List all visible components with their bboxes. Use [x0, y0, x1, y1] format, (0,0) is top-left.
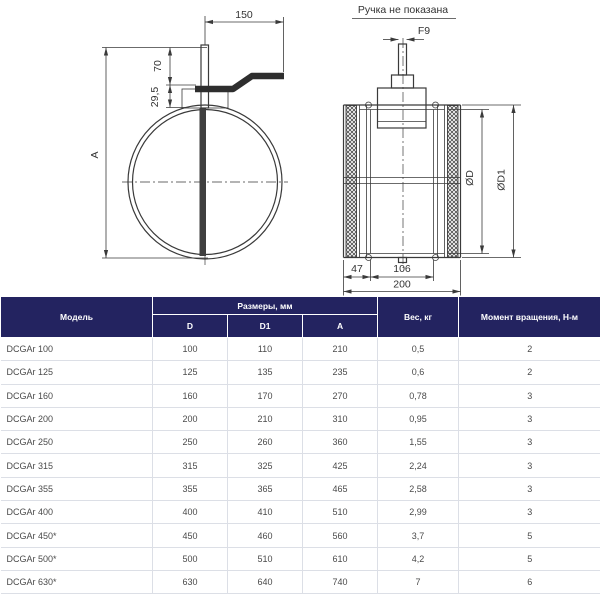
a-cell: 310: [303, 407, 378, 430]
d1-cell: 410: [228, 501, 303, 524]
weight-cell: 7: [378, 570, 459, 593]
dim-200-label: 200: [393, 278, 411, 291]
d-cell: 100: [153, 338, 228, 361]
d1-cell: 325: [228, 454, 303, 477]
col-header-a: A: [303, 315, 378, 338]
d1-cell: 260: [228, 431, 303, 454]
a-cell: 270: [303, 384, 378, 407]
d-cell: 250: [153, 431, 228, 454]
d1-cell: 460: [228, 524, 303, 547]
d1-cell: 640: [228, 570, 303, 593]
table-row: [1, 361, 600, 384]
torque-cell: 2: [459, 361, 600, 384]
table-row: [1, 524, 600, 547]
rubber-seal-right: [448, 106, 459, 258]
a-cell: 510: [303, 501, 378, 524]
torque-cell: 3: [459, 431, 600, 454]
weight-cell: 2,99: [378, 501, 459, 524]
dim-29-5-label: 29,5: [149, 86, 161, 108]
a-cell: 610: [303, 547, 378, 570]
model-cell: DCGAr 100: [1, 338, 153, 361]
table-row: [1, 454, 600, 477]
weight-cell: 0,95: [378, 407, 459, 430]
torque-cell: 2: [459, 338, 600, 361]
torque-cell: 3: [459, 501, 600, 524]
technical-drawing-area: [0, 0, 600, 296]
torque-cell: 3: [459, 477, 600, 500]
torque-cell: 3: [459, 454, 600, 477]
model-cell: DCGAr 400: [1, 501, 153, 524]
torque-cell: 6: [459, 570, 600, 593]
d1-cell: 170: [228, 384, 303, 407]
actuator-housing: [378, 88, 427, 128]
model-cell: DCGAr 355: [1, 477, 153, 500]
dim-d1-label: ØD1: [495, 169, 508, 191]
handle-note-label: Ручка не показана: [357, 4, 449, 16]
d-cell: 315: [153, 454, 228, 477]
front-view: [89, 9, 288, 268]
weight-cell: 0,78: [378, 384, 459, 407]
weight-cell: 3,7: [378, 524, 459, 547]
torque-cell: 5: [459, 547, 600, 570]
a-cell: 360: [303, 431, 378, 454]
header-row-1: [1, 297, 600, 315]
dim-d-label: ØD: [464, 170, 476, 186]
d-cell: 125: [153, 361, 228, 384]
col-header-d1: D1: [228, 315, 303, 338]
blade-shaft: [201, 45, 209, 108]
table-row: [1, 407, 600, 430]
dim-70-label: 70: [152, 60, 164, 72]
a-cell: 740: [303, 570, 378, 593]
dim-47-label: 47: [351, 263, 363, 275]
bottom-bearing: [399, 258, 407, 263]
d1-cell: 510: [228, 547, 303, 570]
d1-cell: 135: [228, 361, 303, 384]
d1-cell: 365: [228, 477, 303, 500]
weight-cell: 0,6: [378, 361, 459, 384]
a-cell: 425: [303, 454, 378, 477]
model-cell: DCGAr 315: [1, 454, 153, 477]
table-row: [1, 384, 600, 407]
table-row: [1, 431, 600, 454]
col-header-torque: Момент вращения, Н-м: [459, 297, 600, 338]
d-cell: 400: [153, 501, 228, 524]
dim-a-label: A: [89, 151, 101, 159]
model-cell: DCGAr 250: [1, 431, 153, 454]
d-cell: 500: [153, 547, 228, 570]
d-cell: 355: [153, 477, 228, 500]
model-cell: DCGAr 160: [1, 384, 153, 407]
weight-cell: 0,5: [378, 338, 459, 361]
weight-cell: 4,2: [378, 547, 459, 570]
table-row: [1, 570, 600, 593]
torque-cell: 3: [459, 407, 600, 430]
dim-f9-label: F9: [417, 25, 431, 37]
damper-technical-drawing: [0, 0, 600, 296]
dim-150-label: 150: [235, 9, 253, 21]
torque-cell: 5: [459, 524, 600, 547]
d-cell: 630: [153, 570, 228, 593]
damper-blade: [200, 108, 207, 256]
col-header-dimensions: Размеры, мм: [153, 297, 378, 315]
a-cell: 465: [303, 477, 378, 500]
table-row: [1, 477, 600, 500]
table-row: [1, 338, 600, 361]
rubber-seal-left: [346, 106, 357, 258]
a-cell: 235: [303, 361, 378, 384]
side-view: [344, 4, 522, 296]
weight-cell: 1,55: [378, 431, 459, 454]
model-cell: DCGAr 125: [1, 361, 153, 384]
a-cell: 210: [303, 338, 378, 361]
weight-cell: 2,24: [378, 454, 459, 477]
model-cell: DCGAr 500*: [1, 547, 153, 570]
model-cell: DCGAr 630*: [1, 570, 153, 593]
model-cell: DCGAr 450*: [1, 524, 153, 547]
a-cell: 560: [303, 524, 378, 547]
d1-cell: 110: [228, 338, 303, 361]
d-cell: 450: [153, 524, 228, 547]
d-cell: 200: [153, 407, 228, 430]
model-cell: DCGAr 200: [1, 407, 153, 430]
spec-table-wrap: [0, 296, 600, 600]
table-row: [1, 501, 600, 524]
table-row: [1, 547, 600, 570]
col-header-weight: Вес, кг: [378, 297, 459, 338]
dim-106-label: 106: [393, 263, 411, 275]
weight-cell: 2,58: [378, 477, 459, 500]
col-header-d: D: [153, 315, 228, 338]
d-cell: 160: [153, 384, 228, 407]
torque-cell: 3: [459, 384, 600, 407]
d1-cell: 210: [228, 407, 303, 430]
col-header-model: Модель: [1, 297, 153, 338]
spec-table: [0, 296, 600, 594]
